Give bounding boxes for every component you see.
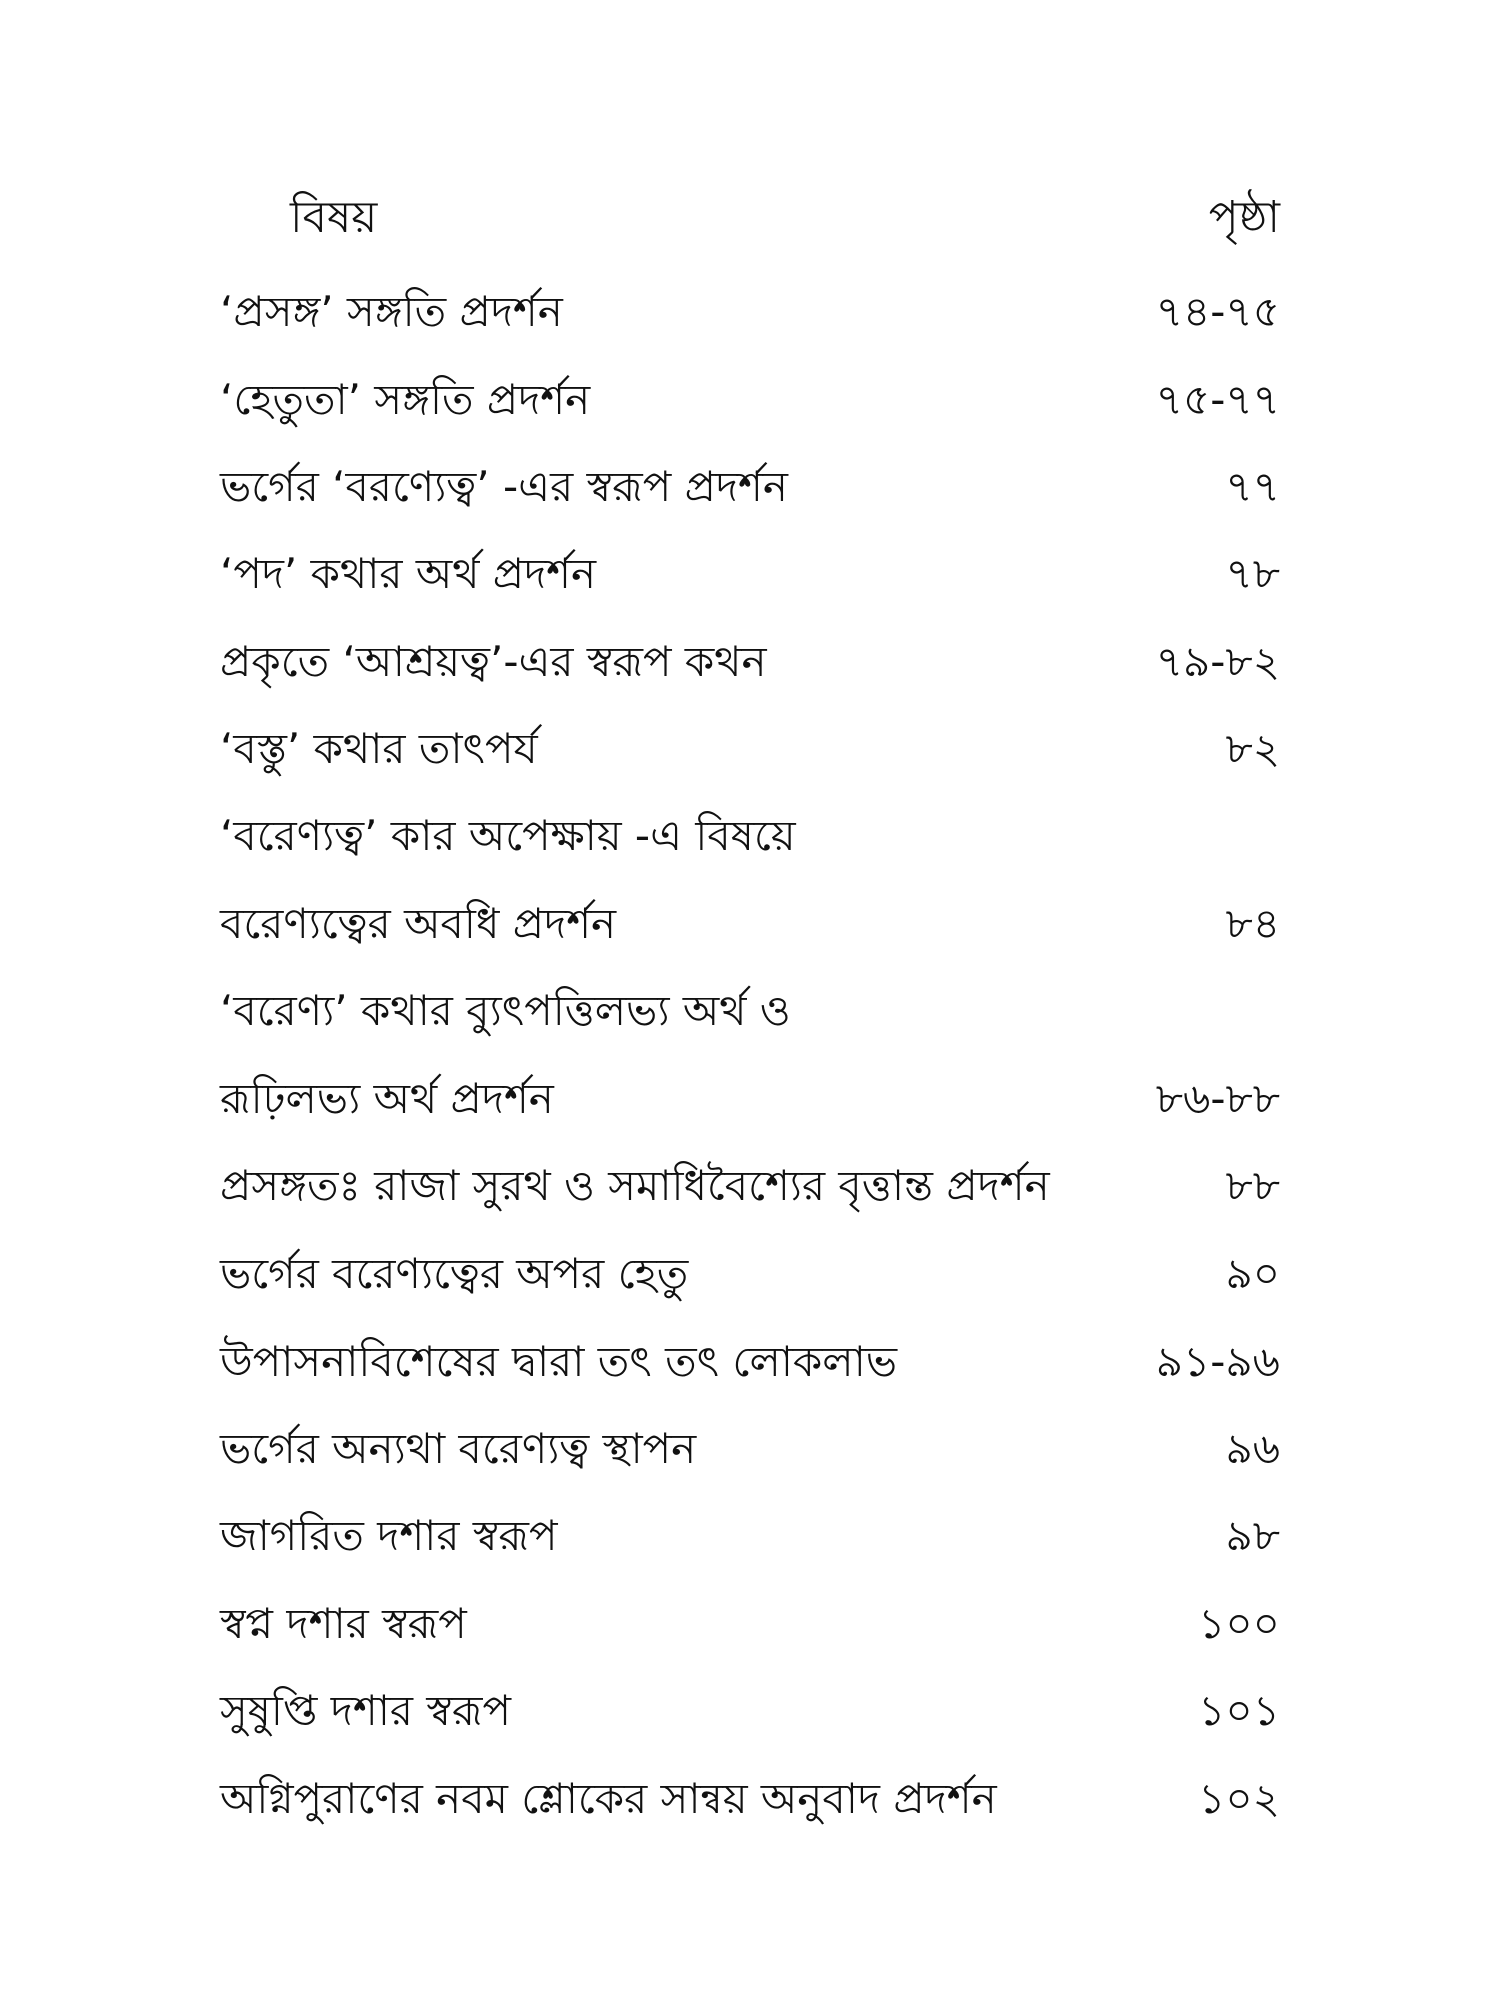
toc-entry-page: ১০১ [1198, 1686, 1280, 1735]
toc-entry-page: ৭৪-৭৫ [1155, 287, 1280, 336]
toc-entry-topic: রূঢ়িলভ্য অর্থ প্রদর্শন [220, 1074, 554, 1123]
toc-entry-page: ৭৭ [1225, 462, 1280, 511]
toc-entry-topic: প্রসঙ্গতঃ রাজা সুরথ ও সমাধিবৈশ্যের বৃত্তান্ত প্রদর্শন [220, 1161, 1050, 1210]
toc-entry-page: ৮৪ [1225, 899, 1280, 948]
toc-entry [220, 1334, 1280, 1390]
toc-entry [220, 546, 1280, 602]
toc-header-topic: বিষয় [290, 192, 378, 243]
toc-entry-topic: ‘প্রসঙ্গ’ সঙ্গতি প্রদর্শন [220, 287, 563, 336]
toc-entry [220, 1683, 1280, 1739]
toc-entry [220, 896, 1280, 952]
toc-entry-topic: ভর্গের অন্যথা বরেণ্যত্ব স্থাপন [220, 1424, 697, 1473]
toc-entry-page: ৭৫-৭৭ [1155, 375, 1280, 424]
toc-entry [220, 1158, 1280, 1214]
toc-entry [220, 1421, 1280, 1477]
toc-entry-page: ৮৮ [1225, 1161, 1280, 1210]
toc-entry [220, 808, 1280, 864]
toc-entry [220, 1508, 1280, 1564]
toc-entry-page: ৯১-৯৬ [1155, 1337, 1280, 1386]
toc-entry-topic: ‘বরেণ্য’ কথার ব্যুৎপত্তিলভ্য অর্থ ও [220, 986, 791, 1035]
toc-entry-topic: ‘বরেণ্যত্ব’ কার অপেক্ষায় -এ বিষয়ে [220, 811, 796, 860]
toc-entry [220, 983, 1280, 1039]
toc-entry [220, 372, 1280, 428]
toc-entry [220, 1596, 1280, 1652]
toc-entry-page: ৭৮ [1225, 549, 1280, 598]
toc-entry-topic: প্রকৃতে ‘আশ্রয়ত্ব’-এর স্বরূপ কথন [220, 637, 767, 686]
toc-entry-topic: সুষুপ্তি দশার স্বরূপ [220, 1686, 511, 1735]
toc-entry-page: ৯০ [1225, 1249, 1280, 1298]
toc-entry-page: ৯৮ [1225, 1511, 1280, 1560]
toc-entry-topic: বরেণ্যত্বের অবধি প্রদর্শন [220, 899, 617, 948]
toc-entry [220, 1246, 1280, 1302]
toc-entry [220, 1771, 1280, 1827]
toc-entry-page: ১০২ [1198, 1774, 1280, 1823]
toc-entry-topic: ভর্গের বরেণ্যত্বের অপর হেতু [220, 1249, 689, 1298]
toc-entry [220, 721, 1280, 777]
toc-entry-page: ৮৬-৮৮ [1155, 1074, 1280, 1123]
toc-entry-topic: ভর্গের ‘বরণ্যেত্ব’ -এর স্বরূপ প্রদর্শন [220, 462, 788, 511]
toc-entry-topic: উপাসনাবিশেষের দ্বারা তৎ তৎ লোকলাভ [220, 1337, 898, 1386]
toc-entry [220, 459, 1280, 515]
toc-entry-page: ৯৬ [1225, 1424, 1280, 1473]
toc-entry-topic: জাগরিত দশার স্বরূপ [220, 1511, 558, 1560]
toc-entry-page: ৭৯-৮২ [1155, 637, 1280, 686]
toc-entry-topic: ‘হেতুতা’ সঙ্গতি প্রদর্শন [220, 375, 591, 424]
toc-entry-topic: স্বপ্ন দশার স্বরূপ [220, 1599, 467, 1648]
toc-entry-topic: ‘বস্তু’ কথার তাৎপর্য [220, 724, 538, 773]
toc-entry [220, 634, 1280, 690]
toc-entry-page: ৮২ [1225, 724, 1280, 773]
toc-entry-topic: অগ্নিপুরাণের নবম শ্লোকের সান্বয় অনুবাদ প্রদর্শন [220, 1774, 997, 1823]
toc-entry [220, 1071, 1280, 1127]
toc-header-page: পৃষ্ঠা [1208, 192, 1280, 243]
toc-entry [220, 284, 1280, 340]
toc-entry-topic: ‘পদ’ কথার অর্থ প্রদর্শন [220, 549, 597, 598]
toc-entry-page: ১০০ [1198, 1599, 1280, 1648]
